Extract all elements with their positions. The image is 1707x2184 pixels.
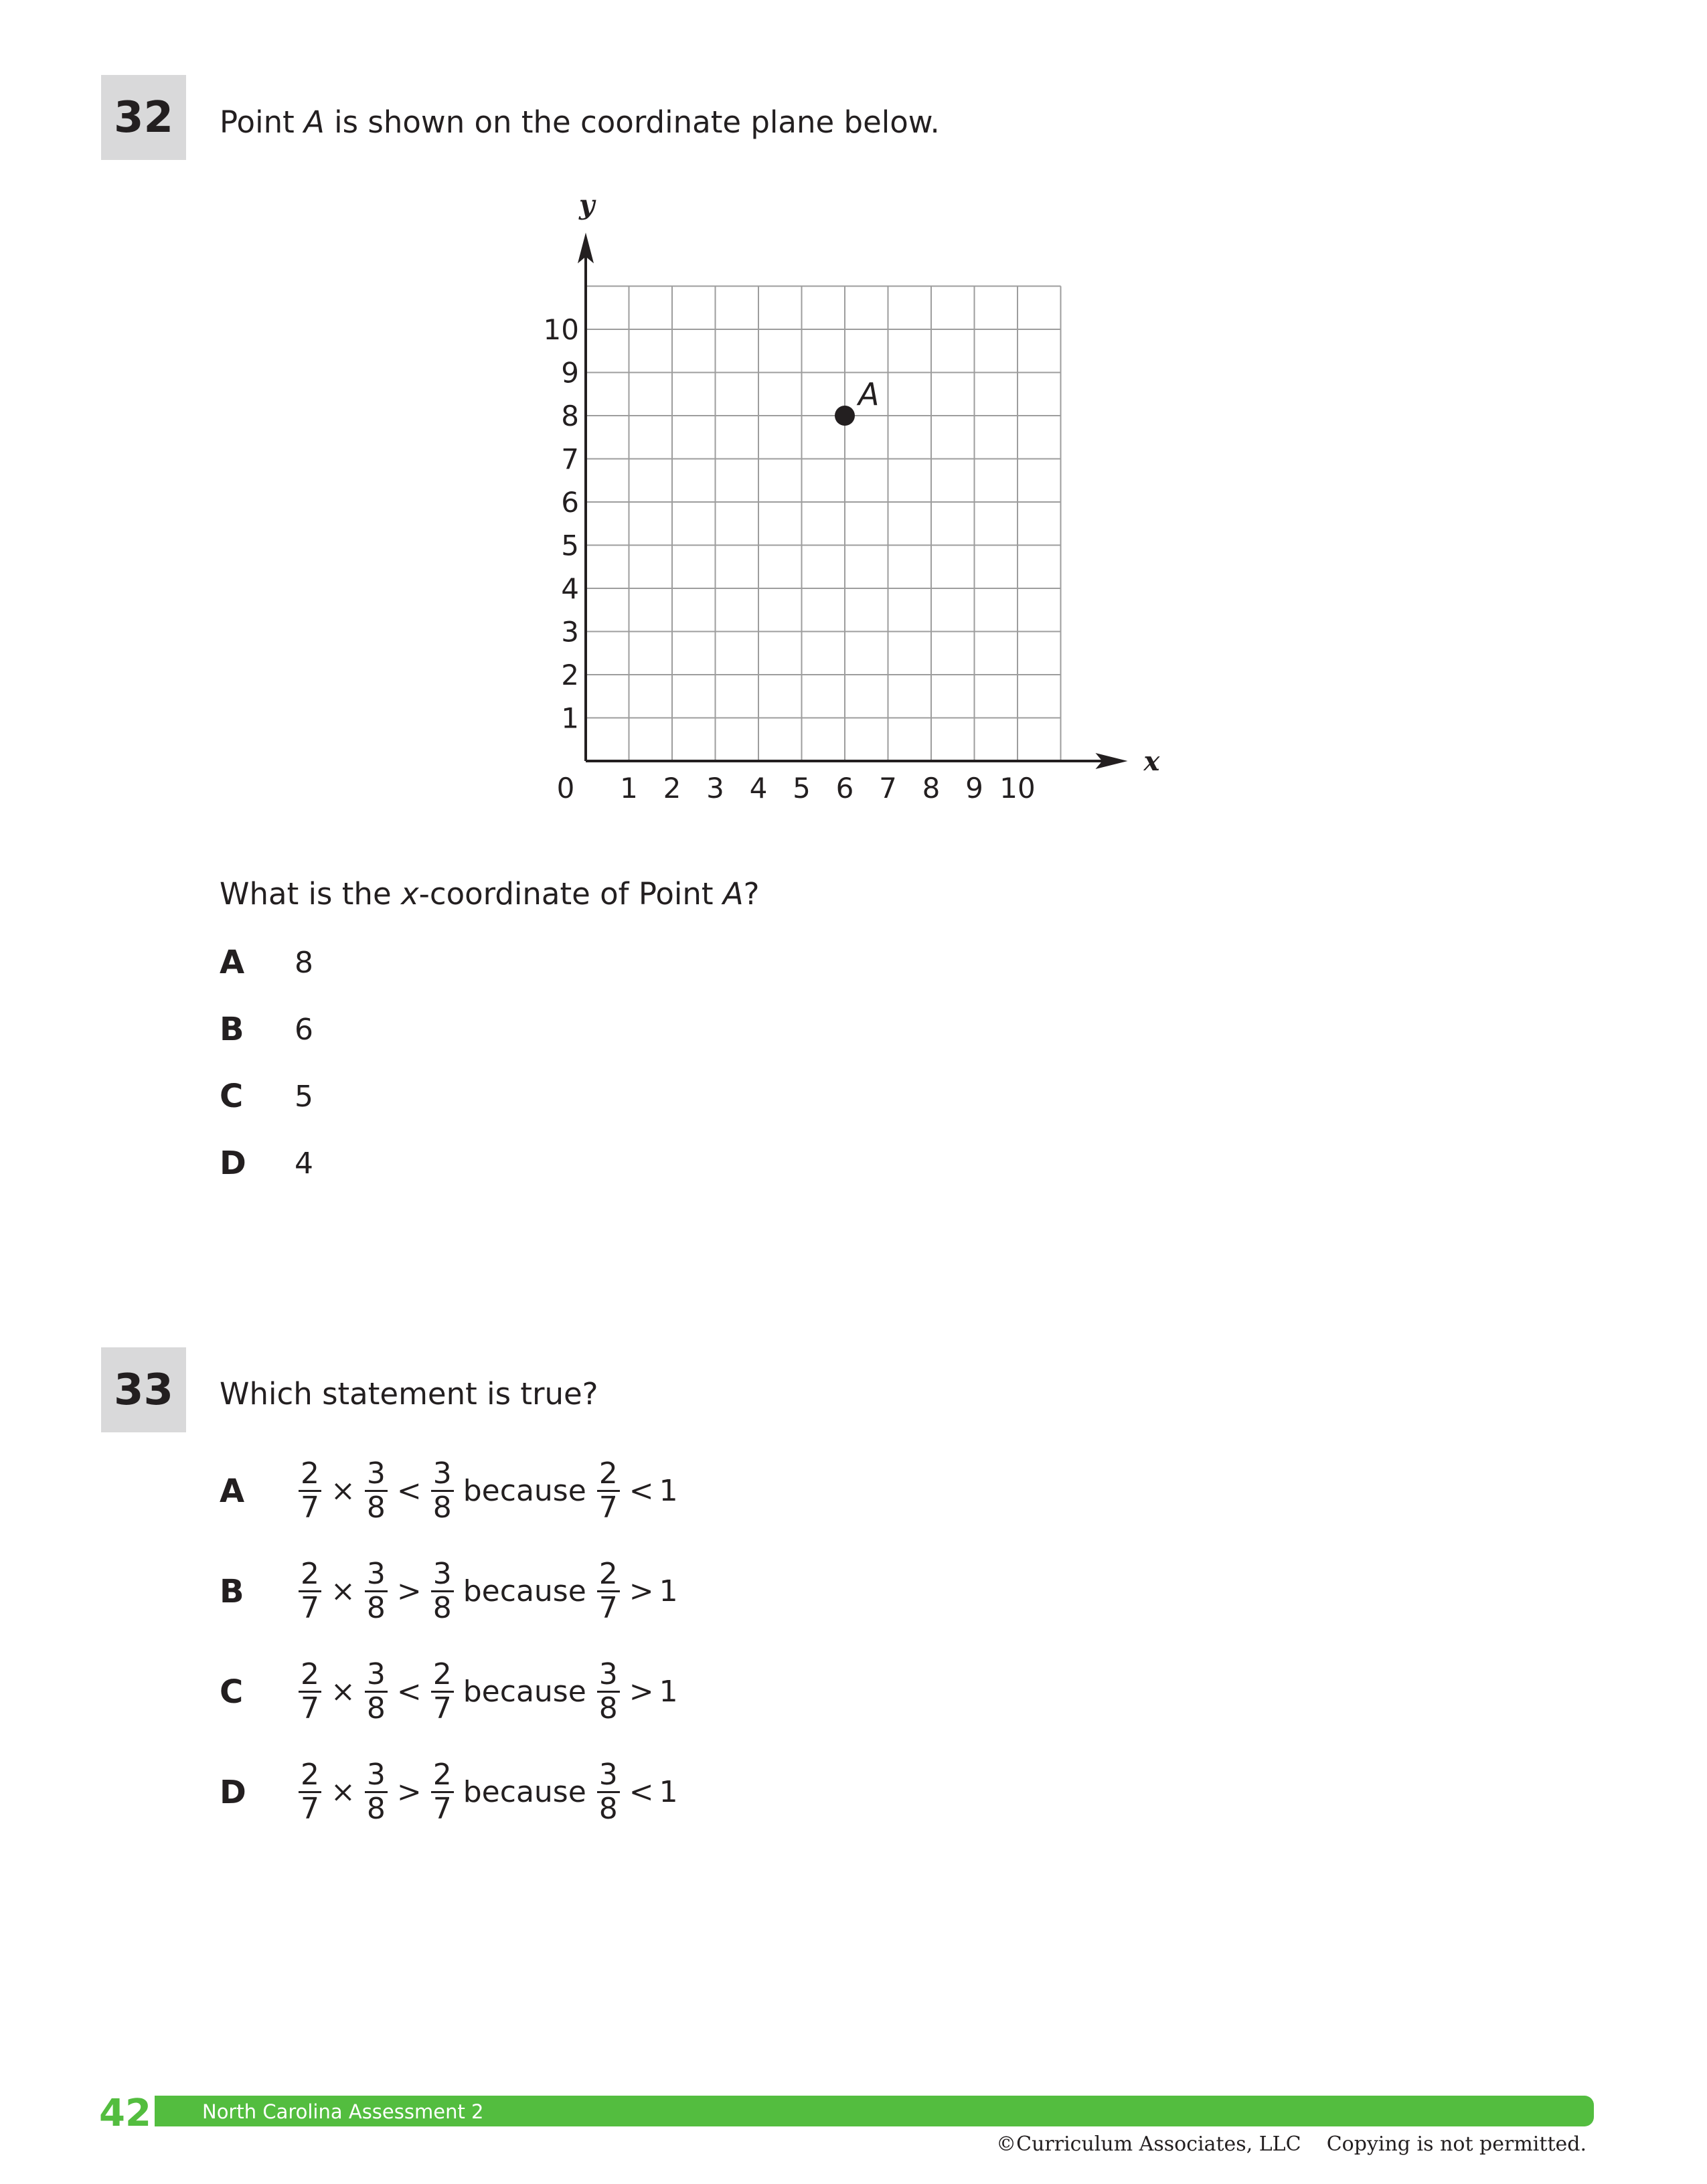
answer-option-33c[interactable] <box>220 1657 678 1726</box>
question-32-prompt: What is the x-coordinate of Point A? <box>220 876 760 912</box>
option-letter: D <box>220 1145 246 1182</box>
option-expression: $\frac{2}{7}$ × $\frac{3}{8}$ < $\frac{2}{7}$ because $\frac{3}{8}$ > 1 <box>295 1660 678 1724</box>
question-32-stem: Point A is shown on the coordinate plane below. <box>220 104 940 140</box>
option-letter: B <box>220 1572 244 1610</box>
point-a-marker <box>835 406 855 426</box>
fraction: $\frac{2}{7}$ <box>431 1760 454 1824</box>
x-tick-label: 7 <box>879 772 897 805</box>
y-tick-label: 6 <box>561 486 579 519</box>
option-letter: C <box>220 1673 244 1711</box>
fraction: $\frac{3}{8}$ <box>365 1760 388 1824</box>
fraction: $\frac{2}{7}$ <box>299 1459 321 1523</box>
fraction: $\frac{3}{8}$ <box>431 1459 454 1523</box>
option-value: 8 <box>295 945 313 980</box>
point-a-label: A <box>858 376 880 412</box>
origin-label: 0 <box>556 772 575 805</box>
option-letter: A <box>220 944 245 981</box>
fraction: $\frac{2}{7}$ <box>299 1760 321 1824</box>
x-tick-label: 10 <box>999 772 1036 805</box>
copyright-notice: ©Curriculum Associates, LLC Copying is not permitted. <box>996 2132 1587 2156</box>
y-tick-label: 1 <box>561 701 579 735</box>
y-tick-label: 10 <box>543 313 579 346</box>
option-value: 4 <box>295 1146 313 1181</box>
fraction: $\frac{3}{8}$ <box>365 1560 388 1623</box>
fraction: $\frac{2}{7}$ <box>431 1660 454 1724</box>
fraction: $\frac{2}{7}$ <box>299 1560 321 1623</box>
x-tick-label: 6 <box>835 772 854 805</box>
fraction: $\frac{2}{7}$ <box>597 1459 620 1523</box>
fraction: $\frac{3}{8}$ <box>597 1760 620 1824</box>
option-letter: C <box>220 1078 244 1115</box>
point-marks <box>835 376 879 426</box>
option-letter: A <box>220 1472 245 1510</box>
fraction: $\frac{2}{7}$ <box>597 1560 620 1623</box>
y-tick-label: 7 <box>561 442 579 476</box>
y-axis-label: y <box>579 189 595 221</box>
x-tick-label: 2 <box>663 772 681 805</box>
answer-option-33a[interactable] <box>220 1456 678 1525</box>
question-33-stem: Which statement is true? <box>220 1376 598 1412</box>
axes <box>578 233 1128 770</box>
option-value: 6 <box>295 1012 313 1047</box>
x-tick-label: 3 <box>706 772 724 805</box>
x-tick-label: 1 <box>620 772 638 805</box>
answer-option-32a[interactable] <box>220 944 313 981</box>
coordinate-plane <box>509 181 1165 823</box>
fraction: $\frac{3}{8}$ <box>597 1660 620 1724</box>
option-letter: B <box>220 1011 244 1048</box>
fraction: $\frac{2}{7}$ <box>299 1660 321 1724</box>
tick-labels <box>544 189 1161 805</box>
x-axis-label: x <box>1143 746 1160 777</box>
option-expression: $\frac{2}{7}$ × $\frac{3}{8}$ > $\frac{3}{8}$ because $\frac{2}{7}$ > 1 <box>295 1560 678 1623</box>
x-tick-label: 4 <box>749 772 768 805</box>
footer-title: North Carolina Assessment 2 <box>202 2100 484 2123</box>
option-value: 5 <box>295 1079 313 1114</box>
fraction: $\frac{3}{8}$ <box>431 1560 454 1623</box>
x-tick-label: 5 <box>793 772 811 805</box>
x-tick-label: 9 <box>965 772 983 805</box>
y-tick-label: 2 <box>561 659 579 691</box>
question-number-33: 33 <box>101 1347 186 1432</box>
grid-lines <box>586 286 1061 762</box>
y-tick-label: 3 <box>561 615 579 649</box>
fraction: $\frac{3}{8}$ <box>365 1660 388 1724</box>
option-expression: $\frac{2}{7}$ × $\frac{3}{8}$ > $\frac{2}{7}$ because $\frac{3}{8}$ < 1 <box>295 1760 678 1824</box>
option-expression: $\frac{2}{7}$ × $\frac{3}{8}$ < $\frac{3}{8}$ because $\frac{2}{7}$ < 1 <box>295 1459 678 1523</box>
fraction: $\frac{3}{8}$ <box>365 1459 388 1523</box>
y-tick-label: 9 <box>561 356 579 390</box>
option-letter: D <box>220 1773 246 1811</box>
y-tick-label: 5 <box>561 529 579 562</box>
answer-option-33b[interactable] <box>220 1557 678 1625</box>
question-number-32: 32 <box>101 75 186 160</box>
y-tick-label: 4 <box>561 572 579 605</box>
answer-option-32c[interactable] <box>220 1078 313 1115</box>
answer-option-32d[interactable] <box>220 1145 313 1182</box>
x-tick-label: 8 <box>922 772 941 805</box>
page-number: 42 <box>99 2092 151 2135</box>
y-tick-label: 8 <box>561 400 579 432</box>
answer-option-33d[interactable] <box>220 1760 678 1824</box>
answer-option-32b[interactable] <box>220 1011 313 1048</box>
